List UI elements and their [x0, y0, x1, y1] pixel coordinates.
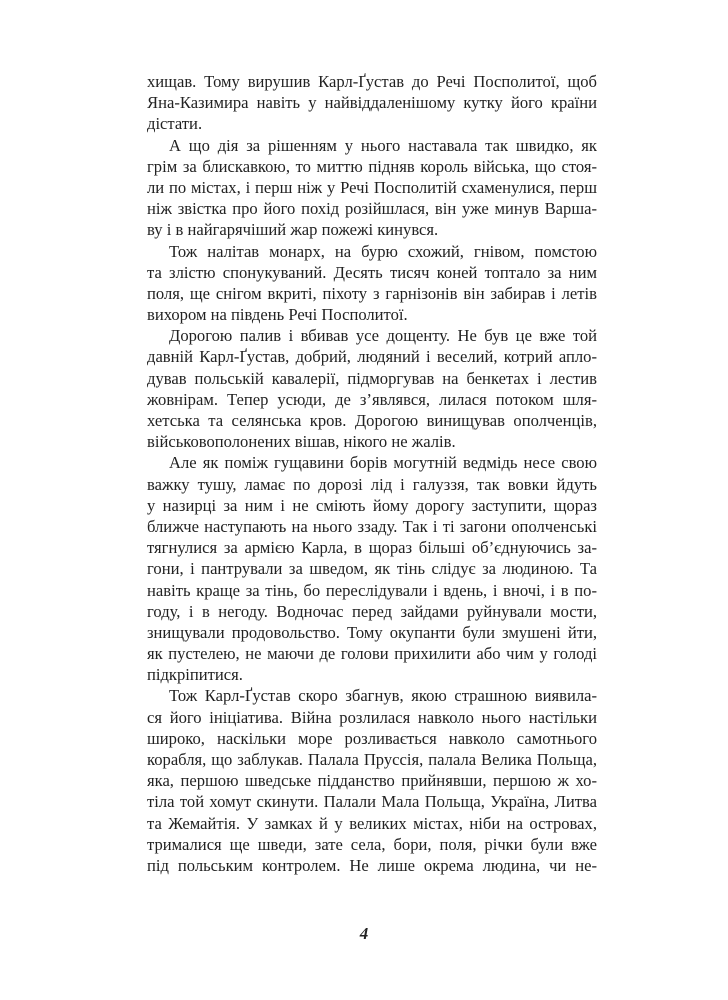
text-line: ли по містах, і перш ніж у Речі Посполитій схаменулися, перш	[147, 177, 597, 197]
text-line: гони, і пантрували за шведом, як тінь слідує за людиною. Та	[147, 559, 597, 579]
text-line: грім за блискавкою, то миттю підняв король війська, що стоя-	[147, 156, 597, 176]
text-line: тягнулися за армією Карла, в щораз більші об’єднуючись за-	[147, 538, 597, 558]
text-line: дував польській кавалерії, підморгував на бенкетах і лестив	[147, 368, 597, 388]
text-line: військовополонених вішав, нікого не жалів.	[147, 432, 456, 452]
text-line: Тож Карл-Ґустав скоро збагнув, якою страшною виявила-	[169, 686, 597, 706]
text-line: поля, ще снігом вкриті, піхоту з гарнізонів він забирав і летів	[147, 283, 597, 303]
text-line: году, і в негоду. Водночас перед зайдами руйнували мости,	[147, 601, 597, 621]
text-line: Дорогою палив і вбивав усе дощенту. Не був це вже той	[169, 326, 597, 346]
text-line: у назирці за ним і не сміють йому дорогу заступити, щораз	[147, 495, 597, 515]
text-line: А що дія за рішенням у нього наставала так швидко, як	[169, 135, 597, 155]
text-line: хищав. Тому вирушив Карл-Ґустав до Речі Посполитої, щоб	[147, 72, 597, 91]
text-line: Але як поміж гущавини борів могутній ведмідь несе свою	[169, 453, 597, 473]
text-line: Яна-Казимира навіть у найвіддаленішому кутку його країни	[147, 93, 597, 113]
page-number: 4	[359, 924, 369, 943]
text-line: ближче наступають на нього ззаду. Так і ті загони ополченські	[147, 516, 597, 536]
text-line: жовнірам. Тепер усюди, де з’являвся, лилася потоком шля-	[147, 389, 597, 409]
text-line: навіть краще за тінь, бо переслідували і вдень, і вночі, і в по-	[147, 580, 597, 600]
text-line: ся його ініціатива. Війна розлилася навколо нього настільки	[147, 707, 597, 727]
text-line: хетська та селянська кров. Дорогою винищував ополченців,	[147, 411, 597, 430]
text-line: вихором на південь Речі Посполитої.	[147, 305, 408, 325]
paragraph	[147, 241, 597, 326]
paragraph	[147, 135, 597, 241]
text-line: знищували продовольство. Тому окупанти були змушені йти,	[147, 622, 597, 642]
paragraph	[147, 685, 597, 876]
paragraph	[147, 71, 597, 135]
body-text	[147, 71, 597, 876]
text-line: ніж звістка про його похід розійшлася, він уже минув Варша-	[147, 199, 597, 219]
text-line: давній Карл-Ґустав, добрий, людяний і веселий, котрий апло-	[147, 347, 597, 367]
text-line: яка, першою шведське підданство прийнявши, першою ж хо-	[147, 771, 597, 791]
text-line: корабля, що заблукав. Палала Пруссія, палала Велика Польща,	[147, 750, 597, 769]
text-line: під польським контролем. Не лише окрема людина, чи не-	[147, 855, 597, 875]
text-line: ву і в найгарячіший жар пожежі кинувся.	[147, 220, 439, 240]
text-line: широко, наскільки море розливається навколо самотнього	[147, 728, 597, 748]
text-line: Тож налітав монарх, на бурю схожий, гнівом, помстою	[169, 241, 597, 261]
text-line: трималися ще шведи, зате села, бори, поля, річки були вже	[147, 834, 597, 854]
text-line: важку тушу, ламає по дорозі лід і галуззя, так вовки йдуть	[147, 474, 597, 494]
text-line: дістати.	[147, 114, 203, 134]
text-line: підкріпитися.	[147, 665, 243, 685]
text-line: тіла той хомут скинути. Палали Мала Польща, Україна, Литва	[147, 792, 597, 812]
text-line: та Жемайтія. У замках й у великих містах, ніби на островах,	[147, 813, 597, 833]
paragraph	[147, 452, 597, 685]
text-line: та злістю спонукуваний. Десять тисяч коней топтало за ним	[147, 262, 597, 282]
paragraph	[147, 325, 597, 452]
text-line: як пустелею, не маючи де голови прихилити або чим у голоді	[147, 644, 597, 664]
